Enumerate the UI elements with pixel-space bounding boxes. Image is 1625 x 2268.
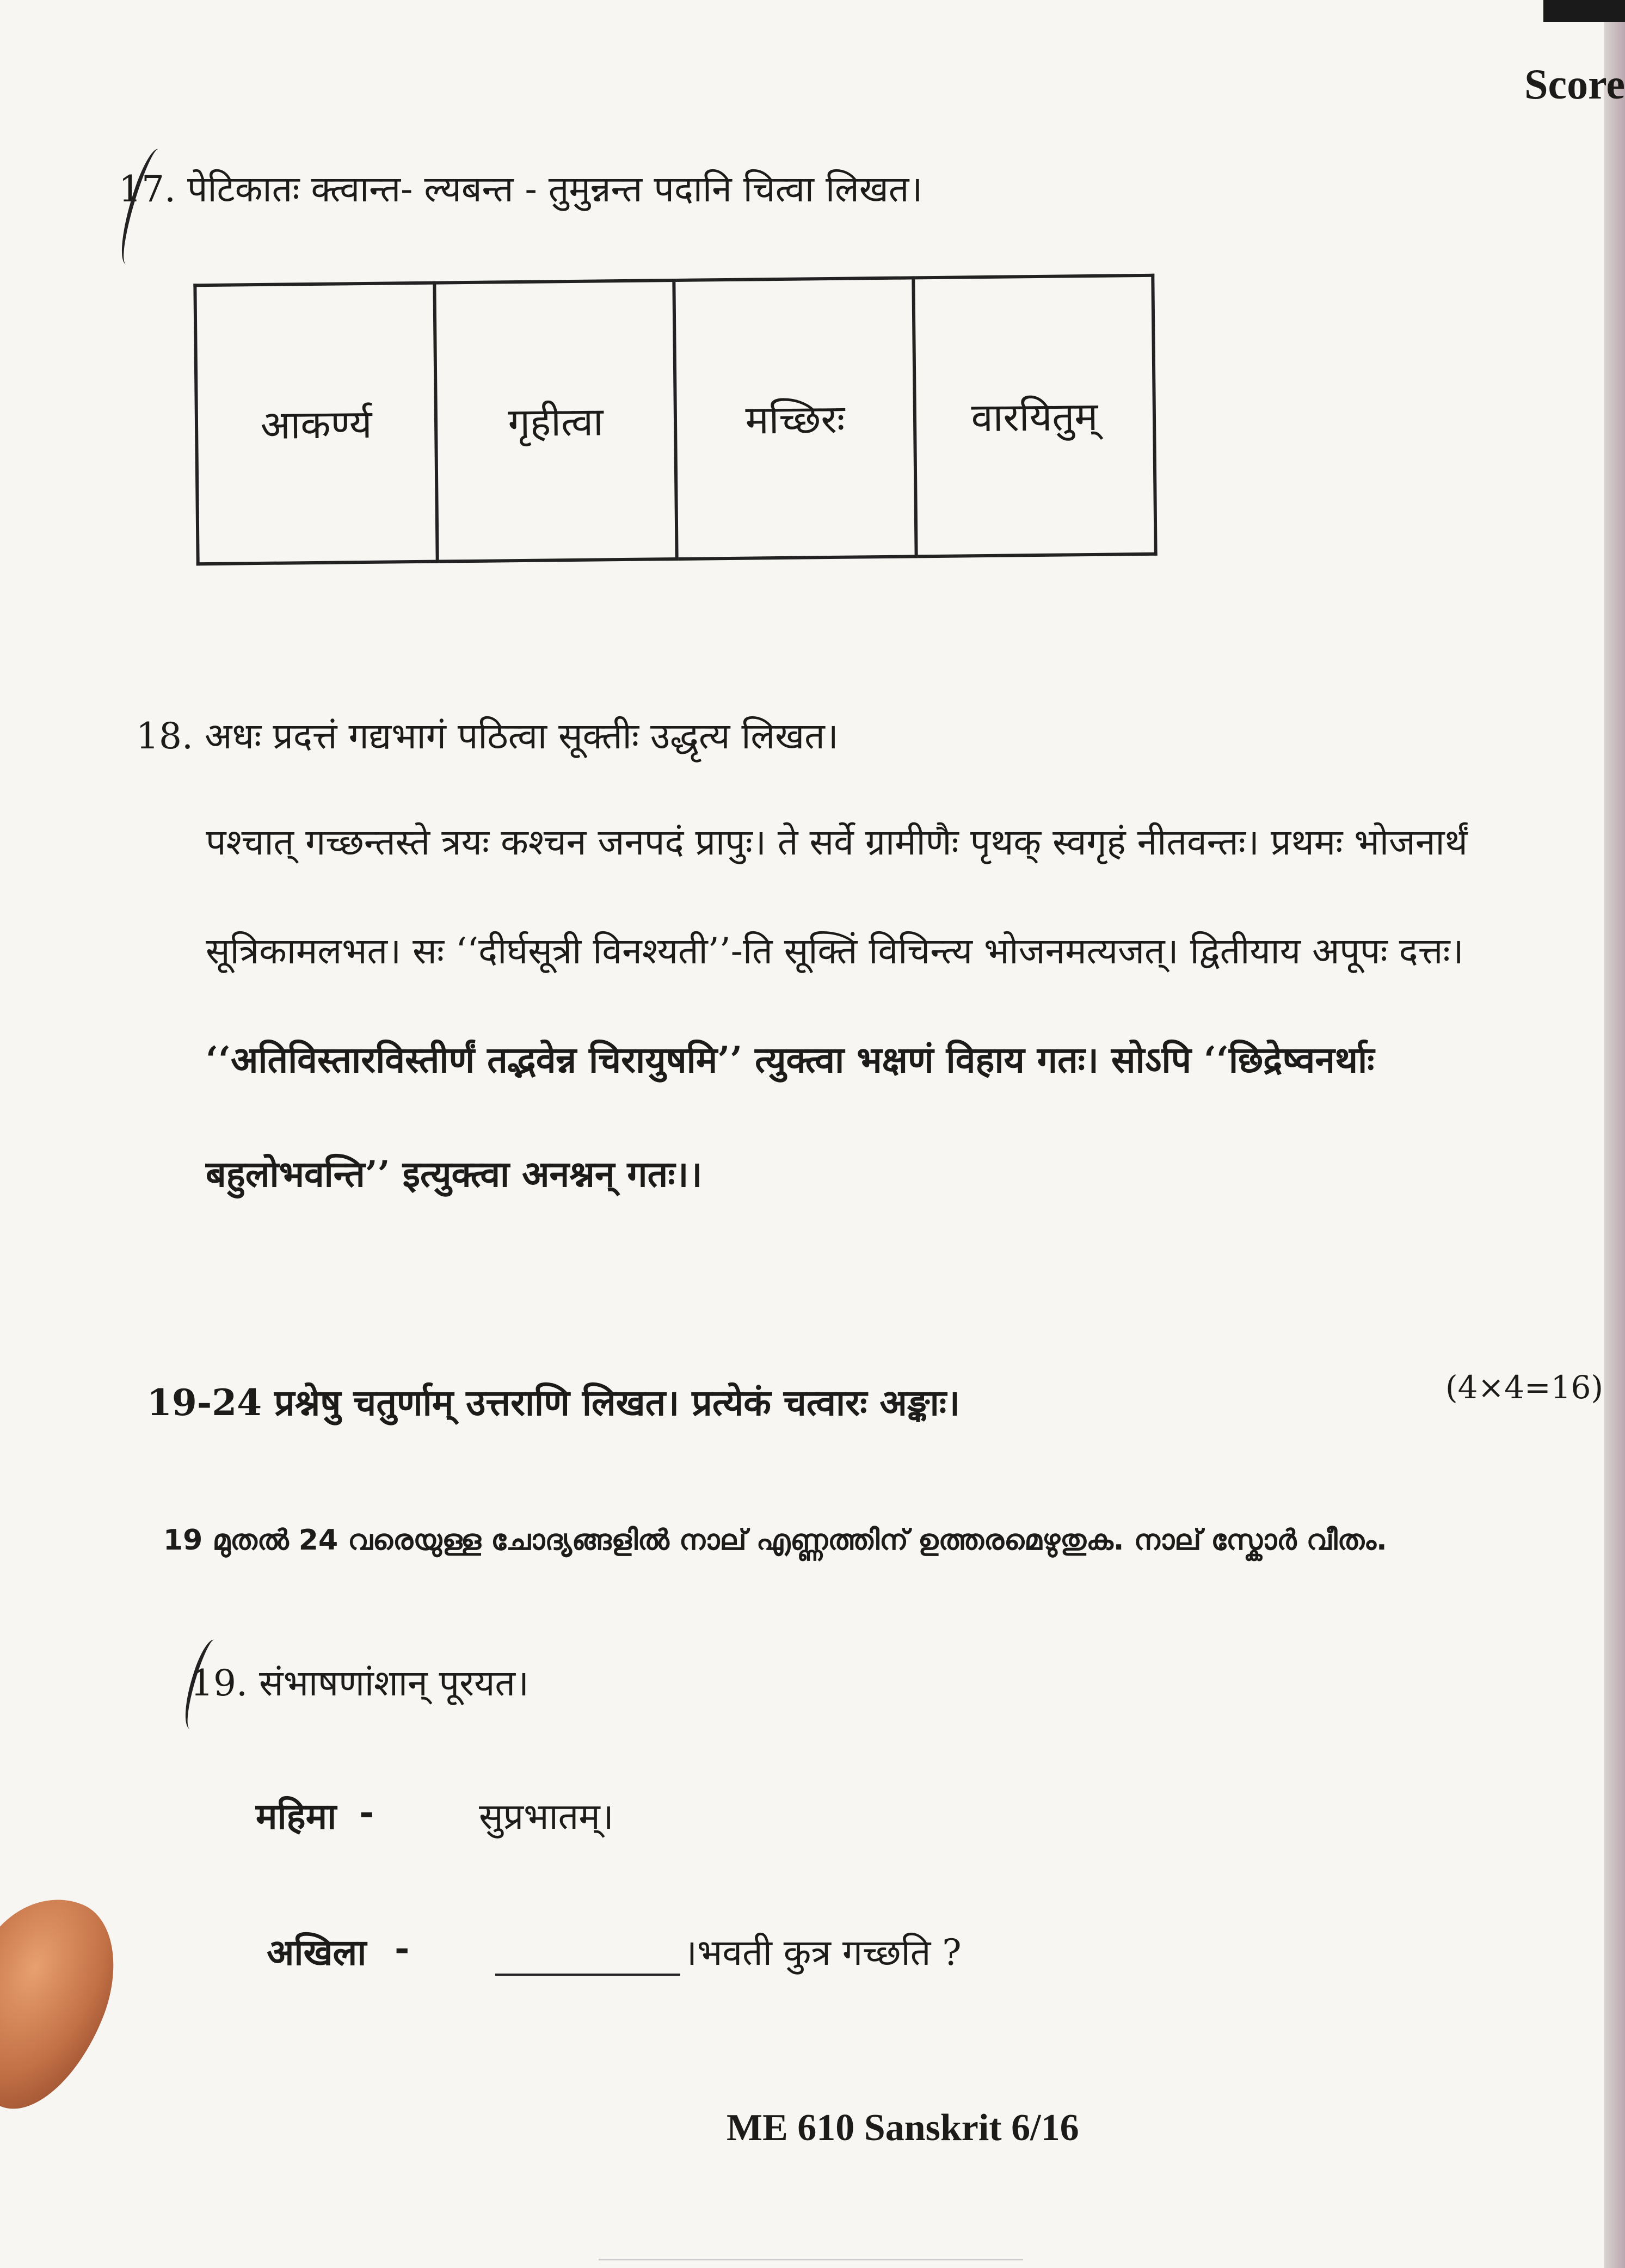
dialogue-speaker: अखिला [267, 1931, 367, 1974]
dialogue-text: सुप्रभातम्। [479, 1796, 614, 1837]
dialogue-line [495, 1927, 962, 1976]
dialogue-dash: - [395, 1927, 410, 1969]
question-19 [190, 1657, 529, 1706]
question-number: 19. [190, 1662, 248, 1704]
page-footer: ME 610 Sanskrit 6/16 [727, 2107, 1079, 2149]
question-18 [136, 710, 839, 759]
dialogue-text: ।भवती कुत्र गच्छति ? [684, 1932, 962, 1974]
question-17 [119, 163, 922, 212]
word-cell: वारयितुम् [913, 275, 1155, 557]
word-cell: आकर्ण्य [195, 283, 437, 564]
word-box-table [193, 274, 1157, 566]
passage-line: सूत्रिकामलभत। सः ‘‘दीर्घसूत्री विनश्यती’’-ति सूक्तिं विचिन्त्य भोजनमत्यजत्। द्वितीयाय अपूपः दत्तः। [206, 930, 1464, 972]
divider [599, 2259, 1023, 2260]
question-number: 18. [136, 715, 193, 757]
malayalam-instruction: 19 മുതൽ 24 വരെയുള്ള ചോദ്യങ്ങളിൽ നാല് എണ്ണത്തിന് ഉത്തരമെഴുതുക. നാല് സ്കോർ വീതം. [163, 1524, 1387, 1557]
dialogue-speaker: महिमा [256, 1795, 337, 1837]
score-label: Score [1524, 60, 1625, 108]
page-edge [1604, 0, 1625, 2268]
question-instruction: अधः प्रदत्तं गद्यभागं पठित्वा सूक्तीः उद्धृत्य लिखत। [204, 715, 839, 757]
passage-line: पश्चात् गच्छन्तस्ते त्रयः कश्चन जनपदं प्रापुः। ते सर्वे ग्रामीणैः पृथक् स्वगृहं नीतवन्तः। प्रथमः भोजनार्थं [206, 821, 1468, 863]
dialogue-dash: - [359, 1791, 374, 1833]
section-heading: 19-24 प्रश्नेषु चतुर्णाम् उत्तराणि लिखत। प्रत्येकं चत्वारः अङ्काः। [147, 1381, 961, 1424]
question-instruction: संभाषणांशान् पूरयत। [258, 1662, 530, 1704]
finger-photo [0, 1877, 139, 2130]
word-cell: गृहीत्वा [434, 280, 676, 562]
question-instruction: पेटिकातः क्त्वान्त- ल्यबन्त - तुमुन्नन्त पदानि चित्वा लिखत। [187, 168, 923, 210]
marks-label: (4×4=16) [1445, 1369, 1603, 1406]
word-cell: मच्छिरः [674, 278, 916, 559]
question-number: 17. [119, 168, 176, 210]
answer-blank[interactable] [495, 1974, 680, 1976]
passage-line: ‘‘अतिविस्तारविस्तीर्णं तद्भवेन्न चिरायुषमि’’ त्युक्त्वा भक्षणं विहाय गतः। सोऽपि ‘‘छिद्रेष्वनर्थाः [206, 1038, 1375, 1081]
passage-line: बहुलोभवन्ति’’ इत्युक्त्वा अनश्नन् गतः।। [206, 1153, 703, 1195]
corner-mark [1543, 0, 1625, 22]
